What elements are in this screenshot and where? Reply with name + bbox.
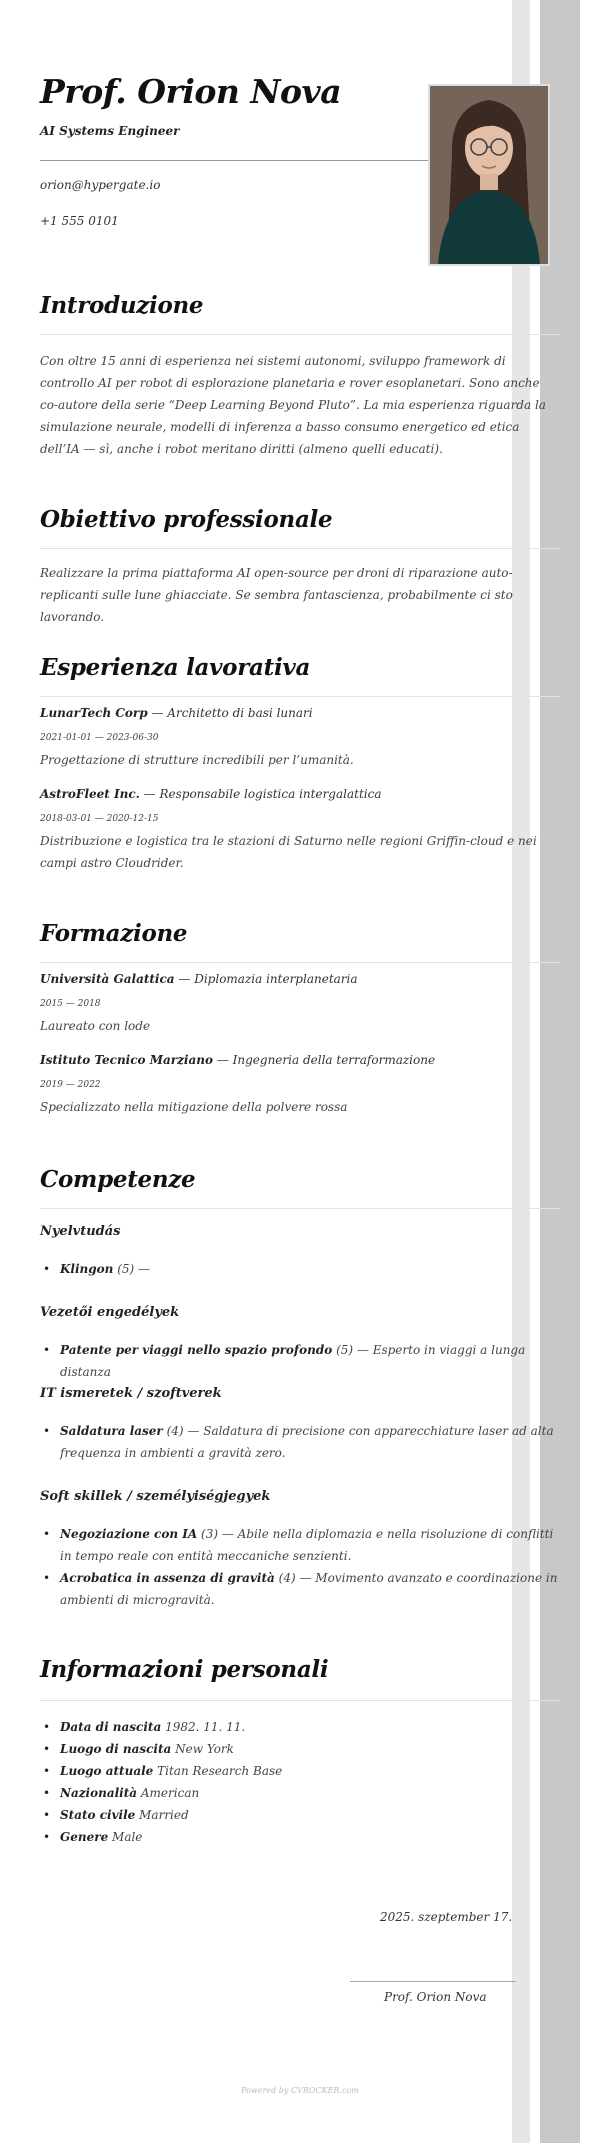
personal-info-item [60, 1760, 560, 1782]
skill-item [60, 1523, 560, 1567]
section-divider-experience [40, 696, 560, 697]
skill-group-title: IT ismeretek / szoftverek [40, 1386, 222, 1401]
section-divider-objective [40, 548, 560, 549]
skill-level: (5) [336, 1343, 354, 1357]
personal-info-label: Data di nascita [60, 1720, 162, 1734]
personal-info-item [60, 1826, 560, 1848]
personal-info-label: Genere [60, 1830, 109, 1844]
skill-description: — Esperto in viaggi a lunga distanza [60, 1343, 526, 1379]
experience-position: Responsabile logistica intergalattica [159, 787, 382, 801]
objective-text: Realizzare la prima piattaforma AI open-source per droni di riparazione auto-replicanti sulle lune ghiacciate. Se sembra fantascienza, probabilmente ci sto lavorando. [40, 566, 513, 624]
experience-description: Progettazione di strutture incredibili per l’umanità. [40, 753, 354, 767]
education-position: Diplomazia interplanetaria [194, 972, 358, 986]
skill-group-title: Nyelvtudás [40, 1224, 121, 1239]
experience-entry-heading: LunarTech Corp — Architetto di basi lunari [40, 706, 313, 720]
contact-email: orion@hypergate.io [40, 178, 161, 192]
personal-info-item [60, 1738, 560, 1760]
personal-info-value: 1982. 11. 11. [165, 1720, 246, 1734]
signature-line: ______________________________ [350, 1968, 515, 1982]
skill-name: Saldatura laser [60, 1424, 163, 1438]
personal-info-value: New York [175, 1742, 234, 1756]
experience-description: Distribuzione e logistica tra le stazioni di Saturno nelle regioni Griffin-cloud e nei campi astro Cloudrider. [40, 834, 537, 870]
experience-entry-heading: AstroFleet Inc. — Responsabile logistica intergalattica [40, 787, 382, 801]
experience-org: AstroFleet Inc. [40, 787, 140, 801]
section-title-education: Formazione [40, 920, 188, 947]
experience-dates: 2018-03-01 — 2020-12-15 [40, 814, 159, 824]
section-divider-intro [40, 334, 560, 335]
personal-info-label: Luogo di nascita [60, 1742, 172, 1756]
personal-info-label: Nazionalità [60, 1786, 138, 1800]
skill-name: Negoziazione con IA [60, 1527, 198, 1541]
personal-info-item [60, 1716, 560, 1738]
signature-date: 2025. szeptember 17. [380, 1910, 513, 1924]
skill-group-title: Soft skillek / személyiségjegyek [40, 1489, 271, 1504]
signature-name: Prof. Orion Nova [384, 1990, 487, 2004]
skill-name: Patente per viaggi nello spazio profondo [60, 1343, 333, 1357]
section-title-experience: Esperienza lavorativa [40, 654, 311, 681]
skill-level: (5) [117, 1262, 135, 1276]
skill-item [60, 1258, 560, 1280]
candidate-name: Prof. Orion Nova [40, 72, 342, 111]
resume-page [40, 0, 560, 2143]
education-org: Istituto Tecnico Marziano [40, 1053, 213, 1067]
skill-description: — Abile nella diplomazia e nella risoluzione di conflitti in tempo reale con entità meccaniche senzienti. [60, 1527, 554, 1563]
contact-phone: +1 555 0101 [40, 214, 119, 228]
portrait-illustration [430, 86, 548, 264]
personal-info-item [60, 1782, 560, 1804]
education-dates: 2019 — 2022 [40, 1080, 101, 1090]
education-org: Università Galattica [40, 972, 175, 986]
section-divider-education [40, 962, 560, 963]
personal-info-item [60, 1804, 560, 1826]
education-entry-heading: Istituto Tecnico Marziano — Ingegneria della terraformazione [40, 1053, 436, 1067]
experience-position: Architetto di basi lunari [167, 706, 313, 720]
header-divider [40, 160, 428, 161]
section-divider-skills [40, 1208, 560, 1209]
skill-level: (3) [201, 1527, 219, 1541]
skill-name: Klingon [60, 1262, 114, 1276]
skill-item [60, 1420, 560, 1464]
profile-photo [428, 84, 550, 266]
skill-level: (4) [166, 1424, 184, 1438]
personal-info-value: Married [139, 1808, 189, 1822]
experience-dates: 2021-01-01 — 2023-06-30 [40, 733, 159, 743]
skill-group-title: Vezetői engedélyek [40, 1305, 180, 1320]
experience-org: LunarTech Corp [40, 706, 148, 720]
section-title-objective: Obiettivo professionale [40, 506, 333, 533]
education-description: Specializzato nella mitigazione della polvere rossa [40, 1100, 348, 1114]
candidate-role: AI Systems Engineer [40, 124, 180, 138]
personal-info-label: Stato civile [60, 1808, 136, 1822]
skill-description: — Movimento avanzato e coordinazione in ambienti di microgravità. [60, 1571, 558, 1607]
section-divider-personal [40, 1700, 560, 1701]
skill-name: Acrobatica in assenza di gravità [60, 1571, 275, 1585]
section-title-intro: Introduzione [40, 292, 204, 319]
personal-info-label: Luogo attuale [60, 1764, 154, 1778]
education-entry-heading: Università Galattica — Diplomazia interplanetaria [40, 972, 358, 986]
section-title-skills: Competenze [40, 1166, 196, 1193]
footer-credit: Powered by CVROCKER.com [241, 2086, 359, 2095]
personal-info-value: American [140, 1786, 200, 1800]
intro-text: Con oltre 15 anni di esperienza nei sistemi autonomi, sviluppo framework di controllo AI per robot di esplorazione planetaria e rover esoplanetari. Sono anche co-autore della serie “Deep Learning Beyond Pluto”. La mia esperienza riguarda la simulazione neurale, modelli di inferenza a basso consumo energetico ed etica dell’IA — sì, anche i robot meritano diritti (almeno quelli educati). [40, 354, 546, 456]
education-description: Laureato con lode [40, 1019, 151, 1033]
skill-description: — Saldatura di precisione con apparecchiature laser ad alta frequenza in ambienti a gravità zero. [60, 1424, 554, 1460]
section-title-personal: Informazioni personali [40, 1656, 329, 1683]
skill-item [60, 1567, 560, 1611]
education-dates: 2015 — 2018 [40, 999, 101, 1009]
personal-info-value: Male [112, 1830, 143, 1844]
skill-item [60, 1339, 560, 1383]
skill-description: — [138, 1262, 151, 1276]
skill-level: (4) [278, 1571, 296, 1585]
personal-info-value: Titan Research Base [157, 1764, 283, 1778]
education-position: Ingegneria della terraformazione [232, 1053, 436, 1067]
